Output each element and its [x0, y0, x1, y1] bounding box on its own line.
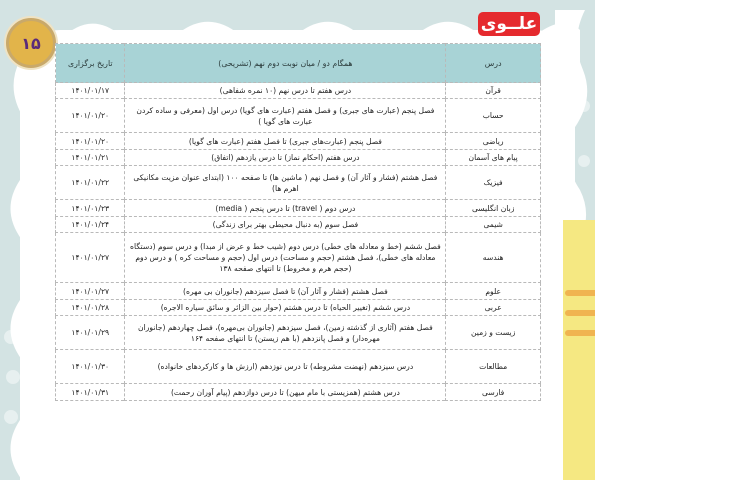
cell-date: ۱۴۰۱/۰۱/۲۴ — [56, 217, 125, 233]
cell-subject: فارسی — [446, 384, 541, 401]
decorative-dot — [570, 75, 582, 87]
cell-subject: زبان انگلیسی — [446, 200, 541, 217]
cell-date: ۱۴۰۱/۰۱/۲۳ — [56, 200, 125, 217]
cell-date: ۱۴۰۱/۰۱/۲۲ — [56, 166, 125, 200]
decorative-dot — [4, 330, 18, 344]
cell-date: ۱۴۰۱/۰۱/۲۹ — [56, 316, 125, 350]
table-row — [56, 166, 541, 200]
cell-subject: زیست و زمین — [446, 316, 541, 350]
header-subject: درس — [446, 44, 541, 83]
decorative-stripe — [565, 290, 595, 296]
cell-topics: فصل ششم (خط و معادله های خطی) درس دوم (شیب خط و عرض از مبدا) و درس سوم (دستگاه معادله های خطی)، فصل هشتم (حجم و مساحت) درس اول (حجم و مساحت کره ) و درس دوم (حجم هرم و مخروط) تا انتهای صفحه ۱۳۸ — [125, 233, 446, 283]
cell-date: ۱۴۰۱/۰۱/۲۰ — [56, 99, 125, 133]
cell-date: ۱۴۰۱/۰۱/۲۷ — [56, 283, 125, 300]
cell-topics: فصل هشتم (فشار و آثار آن) تا فصل سیزدهم (جانوران بی مهره) — [125, 283, 446, 300]
decorative-dot — [578, 100, 590, 112]
cell-subject: ریاضی — [446, 133, 541, 150]
decorative-dot — [578, 155, 590, 167]
table-row — [56, 217, 541, 233]
exam-schedule-table — [55, 43, 541, 401]
table-row — [56, 83, 541, 99]
cell-date: ۱۴۰۱/۰۱/۲۷ — [56, 233, 125, 283]
brand-logo: علــوی — [478, 12, 540, 36]
cell-subject: مطالعات — [446, 350, 541, 384]
decorative-dot — [6, 370, 20, 384]
page-number-badge: ۱۵ — [6, 18, 56, 68]
cell-topics: درس هشتم (همزیستی با مام میهن) تا درس دوازدهم (پیام آوران رحمت) — [125, 384, 446, 401]
table-row — [56, 200, 541, 217]
table-row — [56, 316, 541, 350]
cell-topics: درس ششم (تغییر الحیاه) تا درس هشتم (حوار بین الزائر و سائق سیاره الاجره) — [125, 300, 446, 316]
cell-subject: هندسه — [446, 233, 541, 283]
decorative-dot — [4, 410, 18, 424]
cell-date: ۱۴۰۱/۰۱/۳۰ — [56, 350, 125, 384]
cell-subject: عربی — [446, 300, 541, 316]
table-row — [56, 133, 541, 150]
cell-subject: فیزیک — [446, 166, 541, 200]
cell-subject: حساب — [446, 99, 541, 133]
cell-topics: فصل هشتم (فشار و آثار آن) و فصل نهم ( ماشین ها) تا صفحه ۱۰۰ (ابتدای عنوان مزیت مکانیکی اهرم ها) — [125, 166, 446, 200]
table-row — [56, 350, 541, 384]
cell-subject: علوم — [446, 283, 541, 300]
header-date: تاریخ برگزاری — [56, 44, 125, 83]
table-row — [56, 300, 541, 316]
table-row — [56, 283, 541, 300]
cell-topics: درس هفتم تا درس نهم (۱۰ نمره شفاهی) — [125, 83, 446, 99]
table-row — [56, 384, 541, 401]
cell-date: ۱۴۰۱/۰۱/۳۱ — [56, 384, 125, 401]
table-header-row — [56, 44, 541, 83]
cell-subject: شیمی — [446, 217, 541, 233]
cell-topics: فصل پنجم (عبارت های جبری) و فصل هفتم (عبارت های گویا) درس اول (معرفی و ساده کردن عبارت های گویا ) — [125, 99, 446, 133]
table-row — [56, 233, 541, 283]
cell-topics: درس سیزدهم (نهضت مشروطه) تا درس نوزدهم (ارزش ها و کارکردهای خانواده) — [125, 350, 446, 384]
table-row — [56, 99, 541, 133]
decorative-yellow-strip — [563, 220, 595, 480]
cell-topics: فصل هفتم (آثاری از گذشته زمین)، فصل سیزدهم (جانوران بی‌مهره)، فصل چهاردهم (جانوران مهره‌دار) و فصل پانزدهم (با هم زیستن) تا انتهای صفحه ۱۶۴ — [125, 316, 446, 350]
cell-subject: پیام های آسمان — [446, 150, 541, 166]
decorative-stripe — [565, 330, 595, 336]
cell-subject: قرآن — [446, 83, 541, 99]
table-row — [56, 150, 541, 166]
cell-topics: فصل پنجم (عبارت‌های جبری) تا فصل هفتم (عبارت های گویا) — [125, 133, 446, 150]
header-topics: همگام دو / میان نوبت دوم نهم (تشریحی) — [125, 44, 446, 83]
cell-topics: درس هفتم (احکام نماز) تا درس یازدهم (اتفاق) — [125, 150, 446, 166]
cell-date: ۱۴۰۱/۰۱/۲۸ — [56, 300, 125, 316]
cell-topics: فصل سوم (به دنبال محیطی بهتر برای زندگی) — [125, 217, 446, 233]
cell-date: ۱۴۰۱/۰۱/۱۷ — [56, 83, 125, 99]
cell-date: ۱۴۰۱/۰۱/۲۰ — [56, 133, 125, 150]
cell-topics: درس دوم ( travel) تا درس پنجم ( media) — [125, 200, 446, 217]
cell-date: ۱۴۰۱/۰۱/۲۱ — [56, 150, 125, 166]
decorative-stripe — [565, 310, 595, 316]
